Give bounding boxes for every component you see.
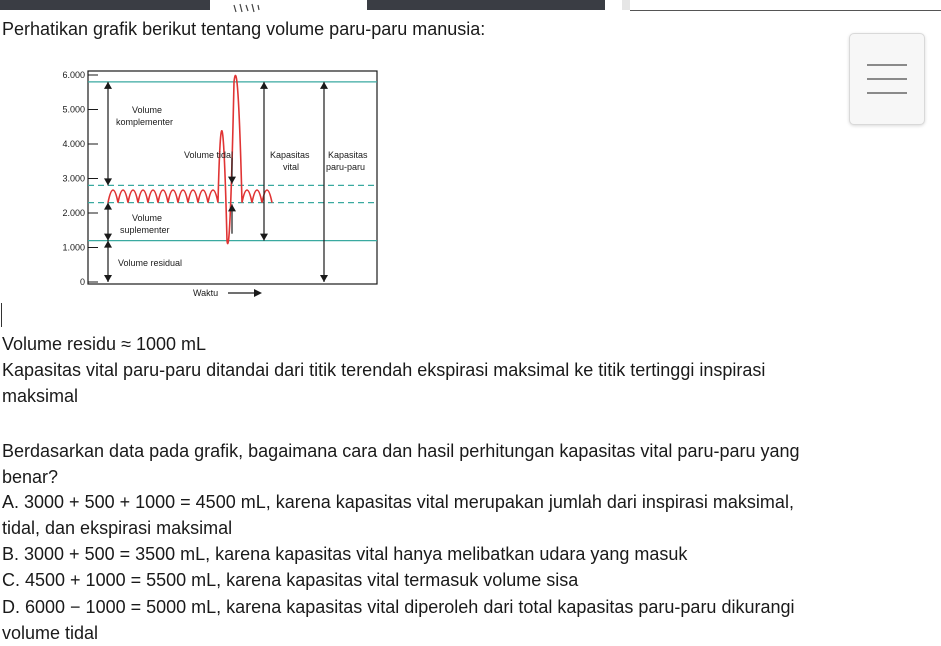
tab-strip-middle [367,0,605,10]
y-axis-ticks [62,70,98,287]
arrow-total-head [320,275,328,282]
logo-fragment [210,0,280,10]
option-d-line2[interactable]: volume tidal [2,623,99,643]
lung-volume-chart [50,60,430,305]
y-tick-label: 6.000 [62,70,85,80]
logo-mark-icon [210,3,280,13]
tab-strip-right [622,0,630,10]
question-intro: Perhatikan grafik berikut tentang volume paru-paru manusia: [2,19,486,39]
label-residual: Volume residual [118,258,183,268]
arrow-tidal-down-head [228,177,236,184]
menu-bar-top [867,64,907,66]
arrow-tidal-up-head [228,204,236,211]
arrow-complementary-head [104,178,112,185]
option-a-line2[interactable]: tidal, dan ekspirasi maksimal [2,518,233,538]
label-vital-1: Kapasitas [270,150,310,160]
y-tick-label: 2.000 [62,208,85,218]
label-supplemental-2: suplementer [120,225,170,235]
x-axis-arrowhead [254,289,262,297]
arrow-total-head [320,82,328,89]
arrow-vital-head [260,234,268,241]
arrow-complementary-head [104,82,112,89]
y-tick-label: 4.000 [62,139,85,149]
text-cursor [1,303,2,327]
option-b[interactable]: B. 3000 + 500 = 3500 mL, karena kapasitas vital hanya melibatkan udara yang masuk [2,544,688,564]
prompt-line2: benar? [2,467,59,487]
option-d-line1[interactable]: D. 6000 − 1000 = 5000 mL, karena kapasitas vital diperoleh dari total kapasitas paru-paru dikurangi [2,597,795,617]
prompt-line1: Berdasarkan data pada grafik, bagaimana cara dan hasil perhitungan kapasitas vital paru-paru yang [2,441,800,461]
note-vital-line2: maksimal [2,386,79,406]
y-tick-label: 5.000 [62,104,85,115]
note-vital-line1: Kapasitas vital paru-paru ditandai dari titik terendah ekspirasi maksimal ke titik tertinggi inspirasi [2,360,766,380]
option-a-line1[interactable]: A. 3000 + 500 + 1000 = 4500 mL, karena kapasitas vital merupakan jumlah dari inspirasi maksimal, [2,492,794,512]
label-tidal: Volume tidal [184,150,234,160]
x-axis-label: Waktu [193,288,219,298]
label-complementary-2: komplementer [116,117,174,127]
arrow-residual-head [104,241,112,248]
menu-bar-bottom [867,92,907,94]
label-total-2: paru-paru [326,162,366,172]
note-residual: Volume residu ≈ 1000 mL [2,334,206,354]
y-tick-label: 0 [79,277,85,287]
arrow-supplemental-head [104,234,112,241]
top-divider [630,10,941,11]
label-complementary-1: Volume [132,105,163,115]
label-vital-2: vital [283,162,300,172]
label-supplemental-1: Volume [132,213,163,223]
menu-bar-middle [867,78,907,80]
option-c[interactable]: C. 4500 + 1000 = 5500 mL, karena kapasitas vital termasuk volume sisa [2,570,579,590]
hamburger-menu-button[interactable] [849,33,925,125]
y-tick-label: 3.000 [62,173,85,184]
arrow-vital-head [260,82,268,89]
arrow-supplemental-head [104,203,112,210]
label-total-1: Kapasitas [328,150,368,160]
top-bar [0,0,941,12]
tab-strip-left [0,0,210,10]
arrow-residual-head [104,275,112,282]
y-tick-label: 1.000 [62,242,85,253]
